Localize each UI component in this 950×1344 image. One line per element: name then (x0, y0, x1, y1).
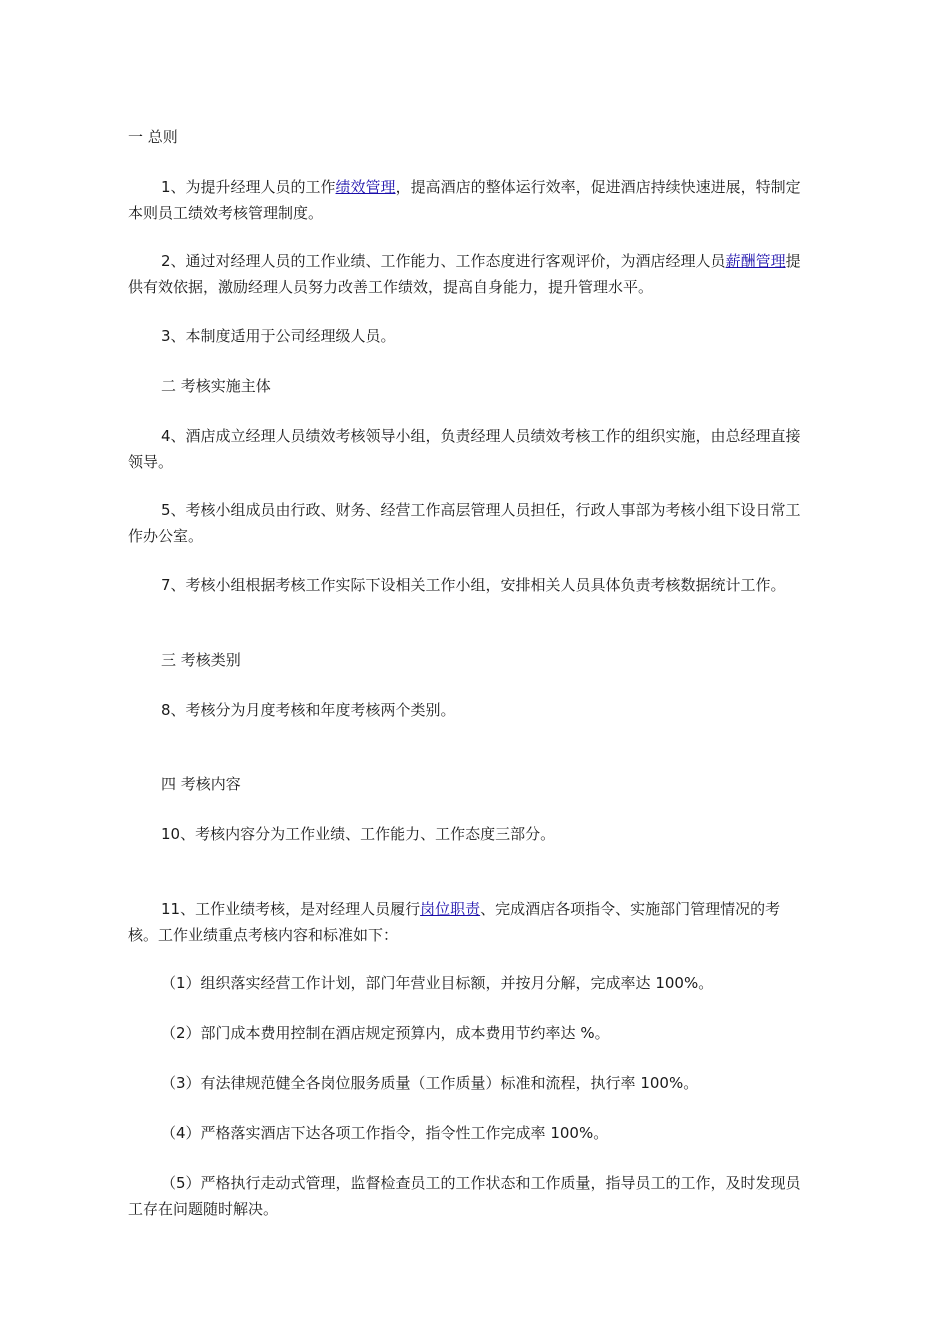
paragraph-2 (128, 248, 808, 300)
paragraph-1-text-b: ，提高酒店的整体运行效率，促进酒店持续快速进展，特制定本则员工绩效考核管理制度。 (128, 178, 801, 222)
list-item-4: （4）严格落实酒店下达各项工作指令，指令性工作完成率 100%。 (161, 1124, 609, 1142)
paragraph-4: 4、酒店成立经理人员绩效考核领导小组，负责经理人员绩效考核工作的组织实施，由总经理直接领导。 (128, 427, 801, 471)
section-heading-general: 一 总则 (128, 128, 178, 146)
paragraph-8: 8、考核分为月度考核和年度考核两个类别。 (161, 701, 456, 719)
paragraph-1 (128, 174, 808, 226)
paragraph-7: 7、考核小组根据考核工作实际下设相关工作小组，安排相关人员具体负责考核数据统计工作。 (161, 576, 786, 594)
paragraph-2-text-b: 提供有效依据，激励经理人员努力改善工作绩效，提高自身能力，提升管理水平。 (128, 252, 801, 296)
section-heading-category: 三 考核类别 (161, 651, 241, 669)
section-heading-subject: 二 考核实施主体 (161, 377, 271, 395)
paragraph-1-text-a: 1、为提升经理人员的工作 (161, 178, 336, 196)
paragraph-5: 5、考核小组成员由行政、财务、经营工作高层管理人员担任，行政人事部为考核小组下设日常工作办公室。 (128, 501, 801, 545)
paragraph-11-text-a: 11、工作业绩考核，是对经理人员履行 (161, 900, 421, 918)
paragraph-11 (128, 896, 808, 948)
list-item-3: （3）有法律规范健全各岗位服务质量（工作质量）标准和流程，执行率 100%。 (161, 1074, 699, 1092)
section-heading-content: 四 考核内容 (161, 775, 241, 793)
list-item-1: （1）组织落实经营工作计划，部门年营业目标额，并按月分解，完成率达 100%。 (161, 974, 714, 992)
paragraph-2-text-a: 2、通过对经理人员的工作业绩、工作能力、工作态度进行客观评价，为酒店经理人员 (161, 252, 726, 270)
list-item-2: （2）部门成本费用控制在酒店规定预算内，成本费用节约率达 %。 (161, 1024, 610, 1042)
paragraph-10: 10、考核内容分为工作业绩、工作能力、工作态度三部分。 (161, 825, 556, 843)
paragraph-3: 3、本制度适用于公司经理级人员。 (161, 327, 396, 345)
link-salary-management[interactable]: 薪酬管理 (725, 252, 786, 270)
link-performance-management[interactable]: 绩效管理 (335, 178, 396, 196)
paragraph-11-text-b: 、完成酒店各项指令、实施部门管理情况的考核。工作业绩重点考核内容和标准如下： (128, 900, 781, 944)
link-job-duties[interactable]: 岗位职责 (420, 900, 481, 918)
list-item-5: （5）严格执行走动式管理，监督检查员工的工作状态和工作质量，指导员工的工作，及时发现员工存在问题随时解决。 (128, 1174, 801, 1218)
